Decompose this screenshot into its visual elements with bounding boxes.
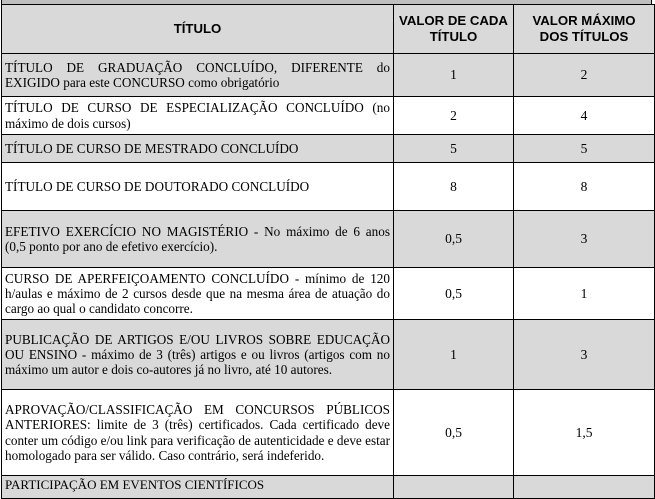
row-title: EFETIVO EXERCÍCIO NO MAGISTÉRIO - No máximo de 6 anos (0,5 ponto por ano de efetivo exercício). <box>2 211 394 268</box>
row-value-each: 0,5 <box>394 268 514 320</box>
row-title: TÍTULO DE CURSO DE DOUTORADO CONCLUÍDO <box>2 163 394 211</box>
row-value-each: 1 <box>394 320 514 390</box>
row-value-max: 5 <box>514 135 655 163</box>
header-value-each: VALOR DE CADA TÍTULO <box>394 5 514 54</box>
row-value-max: 2 <box>514 54 655 97</box>
row-value-each: 0,5 <box>394 390 514 476</box>
header-value-max: VALOR MÁXIMO DOS TÍTULOS <box>514 5 655 54</box>
row-value-each <box>394 476 514 499</box>
table-row <box>2 268 655 320</box>
row-title: PUBLICAÇÃO DE ARTIGOS E/OU LIVROS SOBRE EDUCAÇÃO OU ENSINO - máximo de 3 (três) artigos e ou livros (artigos com no máximo um autor e dois co-autores já no livro, até 10 autores. <box>2 320 394 390</box>
table-row <box>2 211 655 268</box>
table-row <box>2 97 655 135</box>
row-value-each: 0,5 <box>394 211 514 268</box>
row-value-max: 8 <box>514 163 655 211</box>
table-row <box>2 54 655 97</box>
row-title: TÍTULO DE CURSO DE ESPECIALIZAÇÃO CONCLUÍDO (no máximo de dois cursos) <box>2 97 394 135</box>
row-title: PARTICIPAÇÃO EM EVENTOS CIENTÍFICOS <box>2 476 394 499</box>
row-value-each: 8 <box>394 163 514 211</box>
row-title: TÍTULO DE GRADUAÇÃO CONCLUÍDO, DIFERENTE do EXIGIDO para este CONCURSO como obrigatório <box>2 54 394 97</box>
header-title: TÍTULO <box>2 5 394 54</box>
row-value-max <box>514 476 655 499</box>
titles-table <box>1 4 655 499</box>
row-title: CURSO DE APERFEIÇOAMENTO CONCLUÍDO - mínimo de 120 h/aulas e máximo de 2 cursos desde que na mesma área de atuação do cargo ao qual o candidato concorre. <box>2 268 394 320</box>
table-row <box>2 390 655 476</box>
row-value-max: 3 <box>514 211 655 268</box>
row-value-max: 1,5 <box>514 390 655 476</box>
header-row <box>2 5 655 54</box>
table-row <box>2 163 655 211</box>
row-title: APROVAÇÃO/CLASSIFICAÇÃO EM CONCURSOS PÚBLICOS ANTERIORES: limite de 3 (três) certificados. Cada certificado deve conter um código e/ou link para verificação de autenticidade e deve estar homologado para ser válido. Caso contrário, será indeferido. <box>2 390 394 476</box>
row-title: TÍTULO DE CURSO DE MESTRADO CONCLUÍDO <box>2 135 394 163</box>
row-value-max: 3 <box>514 320 655 390</box>
table-row <box>2 135 655 163</box>
row-value-each: 1 <box>394 54 514 97</box>
row-value-max: 1 <box>514 268 655 320</box>
row-value-each: 5 <box>394 135 514 163</box>
table-row <box>2 320 655 390</box>
row-value-max: 4 <box>514 97 655 135</box>
table-row <box>2 476 655 499</box>
row-value-each: 2 <box>394 97 514 135</box>
